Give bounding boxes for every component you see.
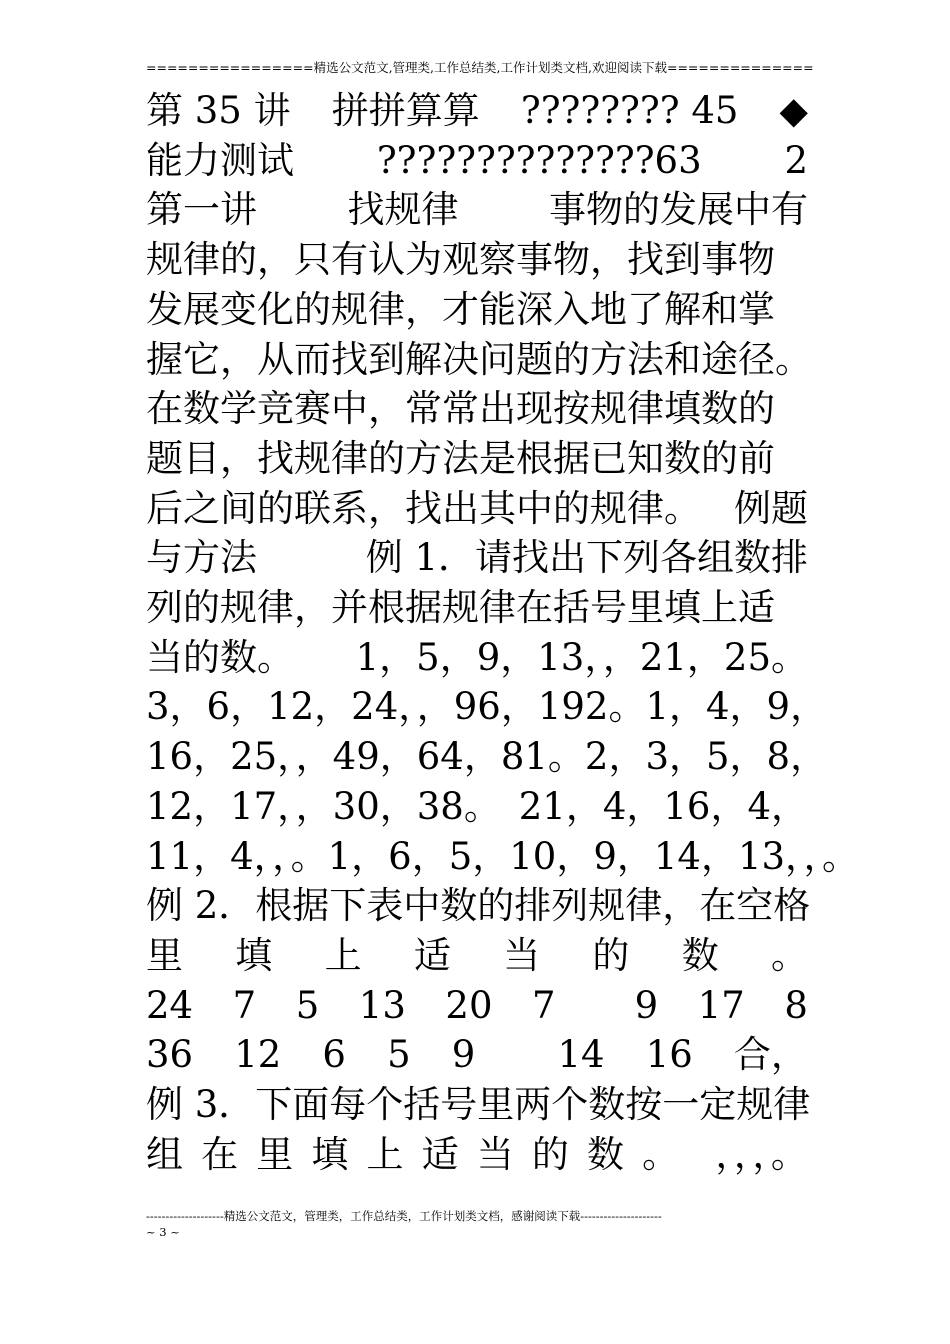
text-segment: 例题 [734,487,808,530]
text-segment: 第一讲 [146,188,257,231]
text-line [146,684,828,730]
text-segment: 13 [358,984,406,1027]
text-segment: 当 [503,934,541,977]
text-segment: 36 [146,1033,194,1076]
text-segment: 上 [324,934,362,977]
text-segment: 2 [784,139,808,182]
text-segment: 14 [557,1033,605,1076]
text-segment: 21，4，16，4， [518,785,808,828]
text-segment: 9 [634,984,659,1027]
text-segment: 里 [146,934,183,977]
text-segment: ◆ [779,89,808,132]
text-segment: 16，25，，49，64，81。 [146,735,585,778]
text-segment: 24 [146,984,194,1027]
text-segment: 合， [733,1033,808,1076]
text-line: 题目，找规律的方法是根据已知数的前 [146,437,775,480]
text-segment: 9 [451,1033,476,1076]
text-segment: 6 [322,1033,346,1076]
text-line [146,734,828,780]
text-line: 例 2．根据下表中数的排列规律，在空格 [146,884,811,927]
text-segment: 1，5，9，13，，21，25。 [355,636,808,679]
text-segment: 适 [421,1133,459,1176]
text-segment: 当的数。 [146,636,294,679]
text-segment: 拼拼算算 [331,89,480,132]
text-segment: 20 [445,984,493,1027]
text-segment: 16 [645,1033,693,1076]
text-segment: 在 [201,1133,239,1176]
text-segment: 数 [681,934,719,977]
text-segment: 7 [532,984,556,1027]
text-line: 规律的，只有认为观察事物，找到事物 [146,238,775,281]
text-segment: 第 35 讲 [146,89,291,132]
text-line: 在数学竞赛中，常常出现按规律填数的 [146,387,775,430]
text-segment: 7 [232,984,257,1027]
text-line [146,1132,808,1178]
text-line [146,784,808,830]
text-line [146,486,808,532]
text-line [146,635,808,681]
page-number: ~ 3 ~ [146,1225,180,1239]
text-line [146,88,808,134]
text-segment: 3，6，12，24，，96，192。 [146,685,646,728]
text-segment: 当 [476,1133,514,1176]
text-segment: 后之间的联系，找出其中的规律。 [146,487,701,530]
page-header: ================精选公文范文,管理类,工作总结类,工作计划类文档,欢迎阅读下载============== [146,60,814,75]
text-segment: ??????????????63 [376,139,702,182]
text-segment: ???????? 45 [520,89,739,132]
text-segment: 。 [642,1133,680,1176]
text-segment: 数 [587,1133,624,1176]
text-segment: 适 [413,934,451,977]
text-segment: ，，，。 [715,1133,808,1176]
text-segment: 8 [784,984,808,1027]
text-line [146,535,808,581]
text-segment: 5 [295,984,320,1027]
text-segment: 的 [531,1133,569,1176]
text-line: 握它，从而找到解决问题的方法和途径。 [146,338,812,381]
text-segment: 11，4，，。 [146,835,328,878]
text-segment: 5 [387,1033,411,1076]
text-segment: 填 [311,1133,349,1176]
text-segment: 事物的发展中有 [549,188,808,231]
text-line [146,983,808,1029]
text-segment: 2，3，5，8， [584,735,828,778]
text-segment: 。 [770,934,808,977]
text-segment: 找规律 [347,188,459,231]
text-segment: 填 [235,934,273,977]
text-line [146,187,808,233]
text-segment: 例 1．请找出下列各组数排 [365,536,808,579]
text-segment: 12，17，，30，38。 [146,785,501,828]
text-segment: 与方法 [146,536,257,579]
text-line [146,933,808,979]
text-line [146,138,808,184]
text-line: 列的规律，并根据规律在括号里填上适 [146,586,775,629]
text-segment: 1，4，9， [645,685,828,728]
text-line [146,834,860,880]
text-line: 例 3．下面每个括号里两个数按一定规律 [146,1083,811,1126]
text-segment: 上 [366,1133,404,1176]
text-line: 发展变化的规律，才能深入地了解和掌 [146,288,775,331]
text-segment: 里 [256,1133,294,1176]
text-segment: 能力测试 [146,139,294,182]
text-segment: 组 [146,1133,183,1176]
text-segment: 1，6，5，10，9，14，13，，。 [327,835,860,878]
text-segment: 17 [697,984,745,1027]
page-footer: --------------------精选公文范文，管理类，工作总结类，工作计划类文档，感谢阅读下载--------------------- [146,1209,662,1223]
text-segment: 12 [234,1033,282,1076]
text-segment: 的 [592,934,630,977]
text-line [146,1032,808,1078]
